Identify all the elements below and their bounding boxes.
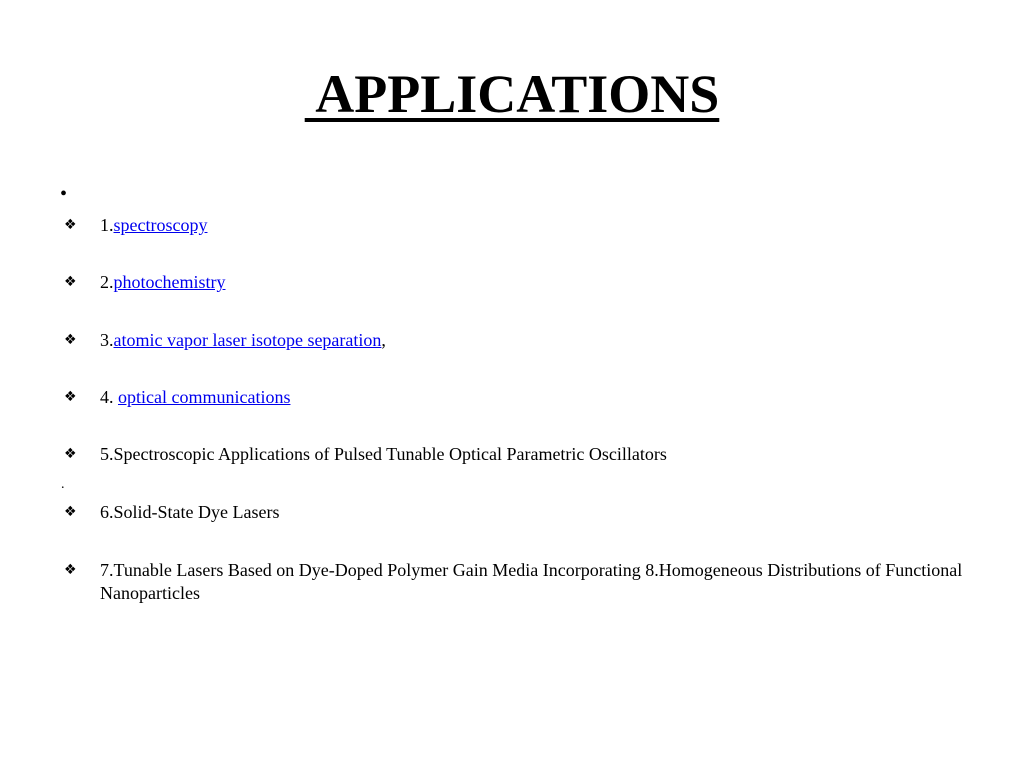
isotope-separation-link[interactable]: atomic vapor laser isotope separation <box>113 330 382 350</box>
list-item-photochemistry <box>64 271 964 294</box>
slide-title <box>0 62 1024 126</box>
list-item-text <box>100 271 964 294</box>
list-item-tunable-lasers <box>64 559 964 605</box>
list-item-text <box>100 386 964 409</box>
item-number: 1. <box>100 215 114 235</box>
list-item-text: 5.Spectroscopic Applications of Pulsed Tunable Optical Parametric Oscillators <box>100 444 667 464</box>
separator-dot: . <box>61 477 65 492</box>
empty-bullet: • <box>60 183 68 205</box>
list-item-text <box>100 214 964 237</box>
diamond-bullet-icon: ❖ <box>64 504 77 520</box>
diamond-bullet-icon: ❖ <box>64 562 77 578</box>
list-item-dye-lasers <box>64 501 964 524</box>
item-number: 3. <box>100 330 114 350</box>
item-number: 2. <box>100 272 114 292</box>
item-number: 4. <box>100 387 118 407</box>
diamond-bullet-icon: ❖ <box>64 446 77 462</box>
list-item-isotope-separation <box>64 329 964 352</box>
list-item-text <box>100 329 964 352</box>
slide-title-text: APPLICATIONS <box>304 64 720 124</box>
diamond-bullet-icon: ❖ <box>64 389 77 405</box>
list-item-optical-communications <box>64 386 964 409</box>
list-item-parametric-oscillators <box>64 443 964 466</box>
item-suffix: , <box>381 330 386 350</box>
spectroscopy-link[interactable]: spectroscopy <box>113 215 208 235</box>
diamond-bullet-icon: ❖ <box>64 332 77 348</box>
diamond-bullet-icon: ❖ <box>64 217 77 233</box>
list-item-spectroscopy <box>64 214 964 237</box>
list-item-text: 7.Tunable Lasers Based on Dye-Doped Polymer Gain Media Incorporating 8.Homogeneous Distributions of Functional Nanoparticles <box>100 560 963 603</box>
photochemistry-link[interactable]: photochemistry <box>113 272 226 292</box>
optical-communications-link[interactable]: optical communications <box>118 387 291 407</box>
diamond-bullet-icon: ❖ <box>64 274 77 290</box>
list-item-text: 6.Solid-State Dye Lasers <box>100 502 280 522</box>
